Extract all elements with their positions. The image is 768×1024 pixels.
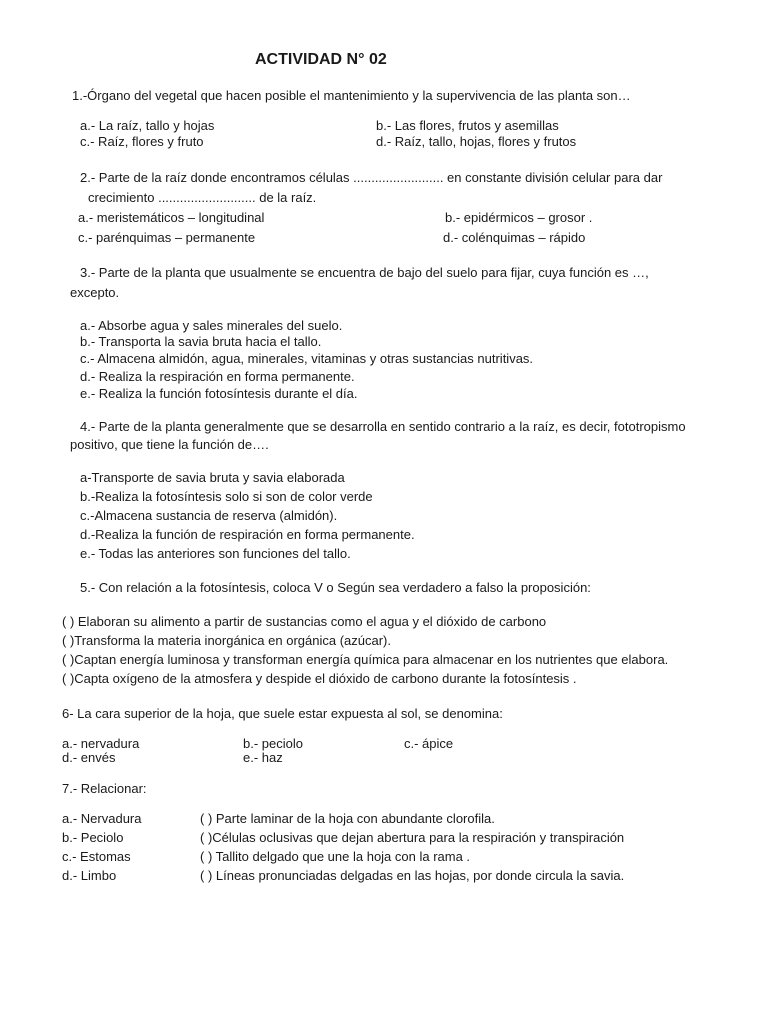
q4-option-a: a-Transporte de savia bruta y savia elaborada: [80, 470, 345, 485]
q5-statement-1: ( ) Elaboran su alimento a partir de sustancias como el agua y el dióxido de carbono: [62, 614, 547, 629]
q4-stem-line1: 4.- Parte de la planta generalmente que se desarrolla en sentido contrario a la raíz, es decir, fototropismo: [80, 419, 686, 434]
q2-option-d: d.- colénquimas – rápido: [443, 230, 586, 245]
q6-option-d: d.- envés: [62, 750, 116, 765]
q5-statement-4: ( )Capta oxígeno de la atmosfera y despide el dióxido de carbono durante la fotosíntesis .: [62, 671, 577, 686]
q7-term-b: b.- Peciolo: [62, 830, 124, 845]
q4-option-c: c.-Almacena sustancia de reserva (almidón).: [80, 508, 338, 523]
page-title: ACTIVIDAD N° 02: [255, 51, 387, 68]
q3-option-a: a.- Absorbe agua y sales minerales del suelo.: [80, 318, 343, 333]
q3-stem-line1: 3.- Parte de la planta que usualmente se encuentra de bajo del suelo para fijar, cuya función es …,: [80, 265, 649, 280]
q7-definition-2: ( )Células oclusivas que dejan abertura para la respiración y transpiración: [200, 830, 625, 845]
q5-stem: 5.- Con relación a la fotosíntesis, coloca V o Según sea verdadero a falso la proposición:: [80, 580, 591, 595]
q7-stem: 7.- Relacionar:: [62, 781, 147, 796]
q2-option-b: b.- epidérmicos – grosor .: [445, 210, 593, 225]
q1-option-d: d.- Raíz, tallo, hojas, flores y frutos: [376, 134, 577, 149]
q2-stem-line2: crecimiento ........................... de la raíz.: [88, 190, 317, 205]
q6-stem: 6- La cara superior de la hoja, que suele estar expuesta al sol, se denomina:: [62, 706, 503, 721]
q7-definition-4: ( ) Líneas pronunciadas delgadas en las hojas, por donde circula la savia.: [200, 868, 625, 883]
q7-term-c: c.- Estomas: [62, 849, 131, 864]
q6-option-b: b.- peciolo: [243, 736, 303, 751]
q1-stem: 1.-Órgano del vegetal que hacen posible el mantenimiento y la supervivencia de las planta son…: [72, 88, 631, 103]
q5-statement-2: ( )Transforma la materia inorgánica en orgánica (azúcar).: [62, 633, 391, 648]
q3-option-e: e.- Realiza la función fotosíntesis durante el día.: [80, 386, 358, 401]
q3-option-d: d.- Realiza la respiración en forma permanente.: [80, 369, 355, 384]
q4-option-d: d.-Realiza la función de respiración en forma permanente.: [80, 527, 415, 542]
q6-option-a: a.- nervadura: [62, 736, 140, 751]
q1-option-c: c.- Raíz, flores y fruto: [80, 134, 204, 149]
q1-option-b: b.- Las flores, frutos y asemillas: [376, 118, 559, 133]
q3-option-c: c.- Almacena almidón, agua, minerales, vitaminas y otras sustancias nutritivas.: [80, 351, 534, 366]
q2-stem-line1: 2.- Parte de la raíz donde encontramos células ......................... en constante división celular para dar: [80, 170, 663, 185]
q6-option-c: c.- ápice: [404, 736, 454, 751]
q1-option-a: a.- La raíz, tallo y hojas: [80, 118, 215, 133]
q3-option-b: b.- Transporta la savia bruta hacia el tallo.: [80, 334, 322, 349]
q5-statement-3: ( )Captan energía luminosa y transforman energía química para almacenar en los nutrientes que elabora.: [62, 652, 669, 667]
q3-stem-line2: excepto.: [70, 285, 120, 300]
q7-term-a: a.- Nervadura: [62, 811, 142, 826]
q2-option-c: c.- parénquimas – permanente: [78, 230, 256, 245]
q2-option-a: a.- meristemáticos – longitudinal: [78, 210, 265, 225]
q4-option-b: b.-Realiza la fotosíntesis solo si son de color verde: [80, 489, 373, 504]
q4-option-e: e.- Todas las anteriores son funciones del tallo.: [80, 546, 351, 561]
q6-option-e: e.- haz: [243, 750, 283, 765]
q7-definition-1: ( ) Parte laminar de la hoja con abundante clorofila.: [200, 811, 495, 826]
q4-stem-line2: positivo, que tiene la función de….: [70, 437, 269, 452]
q7-definition-3: ( ) Tallito delgado que une la hoja con la rama .: [200, 849, 471, 864]
q7-term-d: d.- Limbo: [62, 868, 117, 883]
